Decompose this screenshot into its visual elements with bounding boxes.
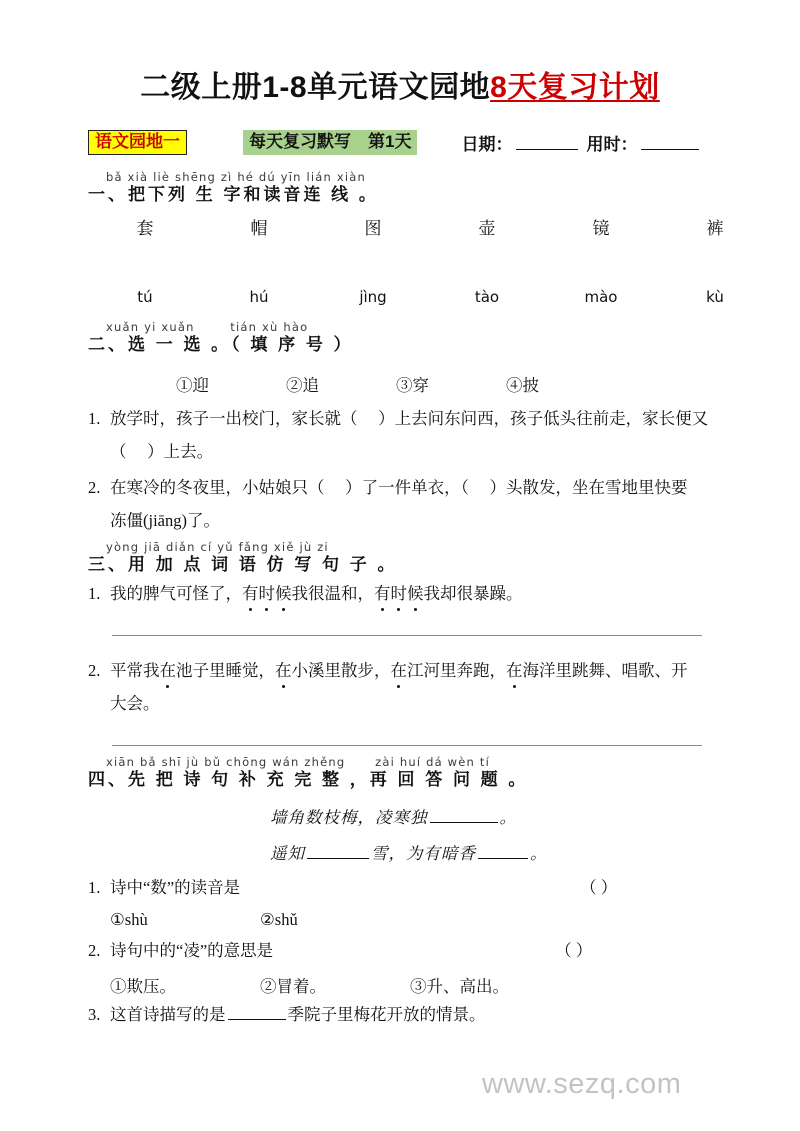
item-text-f: 大会。 (110, 694, 160, 713)
poem-text-e: 。 (530, 844, 548, 863)
poem-blank[interactable] (307, 858, 369, 859)
item-text-a: 我的脾气可怪了， (110, 584, 242, 603)
poem-text-b: 。 (499, 808, 517, 827)
char-cell[interactable]: 镜 (592, 219, 610, 238)
time-blank[interactable] (641, 149, 699, 150)
question-text-a: 这首诗描写的是 (110, 1005, 226, 1024)
section-2-item-1-line-1 (88, 408, 708, 430)
time-label: 用时： (586, 134, 638, 154)
answer-rule[interactable] (112, 745, 702, 746)
answer-paren[interactable] (325, 477, 346, 499)
pinyin-row (88, 288, 778, 306)
section-3-pinyin: yòng jiā diǎn cí yǔ fǎng xiě jù zi (106, 540, 329, 554)
item-number: 2. (88, 661, 101, 680)
question-text: 诗句中的“凌”的意思是 (110, 941, 274, 960)
emphasis-char: 候 (407, 584, 424, 603)
item-text-e: 海洋里跳舞、唱歌、开 (522, 661, 688, 680)
section-4-question-2 (88, 940, 778, 962)
section-4-question-2-options (88, 973, 778, 997)
poem-text-d: 雪，为有暗香 (371, 844, 476, 863)
page-title (0, 62, 800, 106)
emphasis-char: 在 (390, 661, 407, 680)
section-3-item-2-line-2 (88, 693, 160, 715)
item-number: 1. (88, 878, 101, 897)
section-4-question-1-options (88, 910, 778, 930)
item-text-d: ）上去。 (147, 442, 214, 461)
date-label: 日期： (461, 134, 513, 154)
item-number: 2. (88, 941, 101, 960)
emphasis-char: 候 (275, 584, 292, 603)
item-text-c: ）头散发，坐在雪地里快要 (489, 478, 688, 497)
char-cell[interactable]: 套 (136, 219, 154, 238)
item-text-c: 小溪里散步， (291, 661, 391, 680)
char-cell[interactable]: 帽 (250, 219, 268, 238)
section-2-heading (88, 320, 778, 355)
section-2-pinyin-left: xuǎn yi xuǎn (106, 320, 195, 334)
item-text-a: 在寒冷的冬夜里，小姑娘只（ (110, 478, 325, 497)
section-4-pinyin (106, 755, 778, 769)
section-1-pinyin: bǎ xià liè shēng zì hé dú yīn lián xiàn (106, 170, 367, 184)
section-1-title: 一、把下列 生 字和读音连 线 。 (88, 185, 379, 204)
answer-bracket[interactable]: （ ） (580, 878, 618, 897)
item-text-b: ）上去问东问西，孩子低头往前走，家长便又 (378, 409, 709, 428)
header-meta (461, 130, 699, 155)
option-item[interactable]: ③升、高出。 (410, 977, 509, 996)
option-item[interactable]: ③穿 (396, 376, 429, 395)
option-item[interactable]: ④披 (506, 376, 539, 395)
answer-rule[interactable] (112, 635, 702, 636)
item-text-c: （ (110, 442, 127, 461)
section-2-item-2-line-2 (88, 510, 220, 532)
item-number: 1. (88, 584, 101, 603)
section-3-heading (88, 540, 778, 575)
option-item[interactable]: ②shǔ (260, 910, 298, 929)
emphasis-char: 时 (258, 584, 275, 603)
emphasis-char: 有 (374, 584, 391, 603)
emphasis-char: 在 (506, 661, 523, 680)
emphasis-char: 在 (275, 661, 292, 680)
emphasis-char: 有 (242, 584, 259, 603)
site-watermark: www.sezq.com (482, 1068, 682, 1100)
answer-paren[interactable] (127, 441, 148, 463)
daily-task-tag: 每天复习默写 第1天 (243, 130, 417, 155)
item-text-d: 江河里奔跑， (407, 661, 506, 680)
pinyin-cell[interactable]: hú (249, 288, 269, 306)
item-text-b: ）了一件单衣，（ (345, 478, 469, 497)
emphasis-phrase (374, 584, 424, 603)
option-item[interactable]: ②冒着。 (260, 977, 326, 996)
item-text-b: 池子里睡觉， (176, 661, 275, 680)
item-number: 2. (88, 478, 101, 497)
section-2-item-2-line-1 (88, 477, 688, 499)
section-1-heading (88, 170, 778, 205)
poem-line-1 (270, 804, 517, 828)
item-number: 1. (88, 409, 101, 428)
poem-line-2 (270, 840, 548, 864)
char-cell[interactable]: 壶 (478, 219, 496, 238)
section-2-item-1-line-2 (88, 441, 213, 463)
poem-blank[interactable] (430, 822, 498, 823)
poem-text-c: 遥知 (270, 844, 305, 863)
answer-paren[interactable] (358, 408, 379, 430)
section-2-options (88, 372, 778, 396)
poem-blank[interactable] (478, 858, 528, 859)
section-4-title: 四、先 把 诗 句 补 充 完 整 ，再 回 答 问 题 。 (88, 770, 529, 789)
character-row (88, 214, 778, 239)
char-cell[interactable]: 图 (364, 219, 382, 238)
option-item[interactable]: ①欺压。 (110, 977, 176, 996)
section-3-item-2-line-1 (88, 660, 688, 682)
item-text-a: 平常我 (110, 661, 160, 680)
header-strip (88, 129, 768, 155)
pinyin-cell[interactable]: jìng (359, 288, 387, 306)
answer-bracket[interactable]: （ ） (555, 941, 593, 960)
item-text-c: 我却很暴躁。 (423, 584, 523, 603)
pinyin-cell[interactable]: tào (474, 288, 500, 306)
question-blank[interactable] (228, 1019, 286, 1020)
pinyin-cell[interactable]: tú (137, 288, 153, 306)
question-text: 诗中“数”的读音是 (110, 878, 241, 897)
title-red-part: 8天复习计划 (490, 71, 660, 104)
pinyin-cell[interactable]: mào (584, 288, 618, 306)
date-blank[interactable] (516, 149, 578, 150)
option-item[interactable]: ②追 (286, 376, 319, 395)
item-text-b: 我很温和， (291, 584, 374, 603)
option-item[interactable]: ①shù (110, 910, 148, 929)
emphasis-char: 在 (159, 661, 176, 680)
item-text-a: 放学时，孩子一出校门，家长就（ (110, 409, 358, 428)
section-4-pinyin-right: zài huí dá wèn tí (375, 755, 491, 769)
item-text-d: 冻僵(jiāng)了。 (110, 511, 220, 530)
poem-text-a: 墙角数枝梅，凌寒独 (270, 808, 428, 827)
emphasis-phrase (242, 584, 292, 603)
option-item[interactable]: ①迎 (176, 376, 209, 395)
section-4-pinyin-left: xiān bǎ shī jù bǔ chōng wán zhěng (106, 755, 346, 769)
section-3-item-1 (88, 583, 523, 605)
item-number: 3. (88, 1005, 101, 1024)
answer-paren[interactable] (469, 477, 490, 499)
question-text-b: 季院子里梅花开放的情景。 (287, 1005, 486, 1024)
section-4-question-3 (88, 1004, 486, 1026)
section-4-question-1 (88, 877, 778, 899)
char-cell[interactable]: 裤 (706, 219, 724, 238)
unit-tag: 语文园地一 (88, 130, 187, 155)
emphasis-char: 时 (390, 584, 407, 603)
section-2-title: 二、选 一 选 。（ 填 序 号 ） (88, 335, 354, 354)
section-3-title: 三、用 加 点 词 语 仿 写 句 子 。 (88, 555, 398, 574)
section-2-pinyin (106, 320, 778, 334)
pinyin-cell[interactable]: kù (706, 288, 724, 306)
section-4-heading (88, 755, 778, 790)
title-black-part: 二级上册1-8单元语文园地 (140, 71, 491, 104)
section-2-pinyin-right: tián xù hào (230, 320, 309, 334)
